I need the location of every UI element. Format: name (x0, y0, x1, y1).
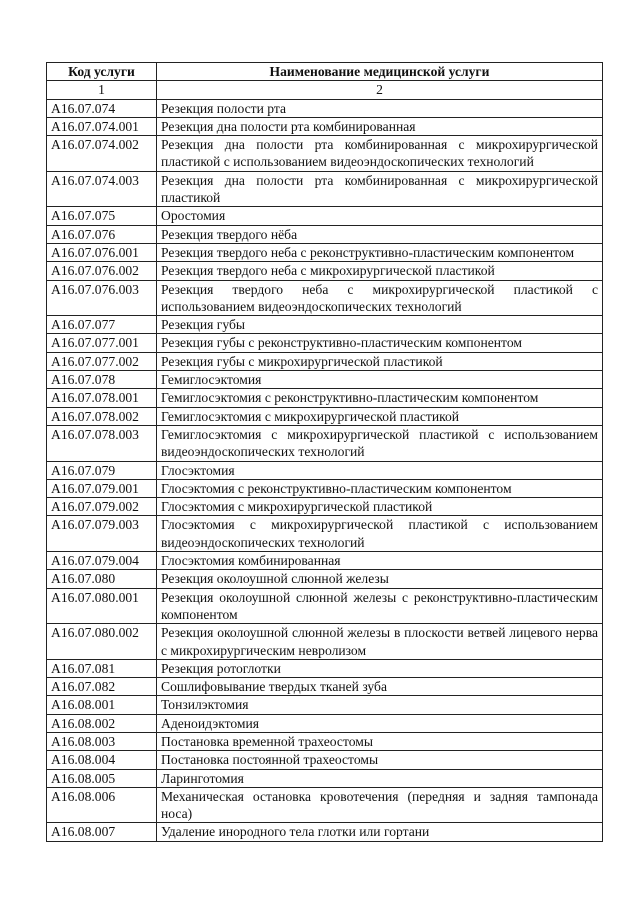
service-name: Механическая остановка кровотечения (передняя и задняя тампонада носа) (157, 787, 603, 823)
service-name: Резекция полости рта (157, 99, 603, 117)
table-row (47, 225, 603, 243)
service-name: Резекция губы (157, 316, 603, 334)
service-code: A16.07.074.002 (47, 136, 157, 172)
service-code: A16.07.082 (47, 678, 157, 696)
column-number-2: 2 (157, 81, 603, 99)
table-row (47, 552, 603, 570)
service-code: A16.07.074 (47, 99, 157, 117)
service-code: A16.08.002 (47, 714, 157, 732)
service-code: A16.08.005 (47, 769, 157, 787)
table-row (47, 696, 603, 714)
service-name: Резекция дна полости рта комбинированная с микрохирургической пластикой с использованием видеоэндоскопических технологий (157, 136, 603, 172)
table-row (47, 461, 603, 479)
service-code: A16.07.078.002 (47, 407, 157, 425)
service-code: A16.07.075 (47, 207, 157, 225)
services-table (46, 62, 603, 842)
service-name: Постановка постоянной трахеостомы (157, 751, 603, 769)
service-name: Резекция твердого неба с реконструктивно-пластическим компонентом (157, 243, 603, 261)
service-name: Ларинготомия (157, 769, 603, 787)
service-code: A16.07.076.002 (47, 262, 157, 280)
service-code: A16.07.079.002 (47, 498, 157, 516)
service-code: A16.08.004 (47, 751, 157, 769)
table-row (47, 714, 603, 732)
service-name: Резекция дна полости рта комбинированная (157, 117, 603, 135)
service-code: A16.07.074.001 (47, 117, 157, 135)
table-row (47, 389, 603, 407)
table-row (47, 136, 603, 172)
service-name: Глосэктомия с микрохирургической пластикой с использованием видеоэндоскопических технологий (157, 516, 603, 552)
service-code: A16.07.076 (47, 225, 157, 243)
table-row (47, 316, 603, 334)
column-number-1: 1 (47, 81, 157, 99)
table-row (47, 498, 603, 516)
service-name: Резекция твердого неба с микрохирургической пластикой (157, 262, 603, 280)
service-code: A16.07.079.004 (47, 552, 157, 570)
table-row (47, 479, 603, 497)
service-name: Резекция твердого нёба (157, 225, 603, 243)
service-name: Глосэктомия с реконструктивно-пластическим компонентом (157, 479, 603, 497)
table-row (47, 570, 603, 588)
service-code: A16.07.079.001 (47, 479, 157, 497)
service-code: A16.07.080.002 (47, 624, 157, 660)
service-name: Гемиглосэктомия с микрохирургической пластикой с использованием видеоэндоскопических технологий (157, 425, 603, 461)
service-code: A16.07.079.003 (47, 516, 157, 552)
service-code: A16.07.074.003 (47, 171, 157, 207)
table-row (47, 407, 603, 425)
column-number-row (47, 81, 603, 99)
table-row (47, 425, 603, 461)
service-name: Резекция твердого неба с микрохирургической пластикой с использованием видеоэндоскопических технологий (157, 280, 603, 316)
service-name: Гемиглосэктомия с реконструктивно-пластическим компонентом (157, 389, 603, 407)
header-row (47, 63, 603, 81)
service-name: Сошлифовывание твердых тканей зуба (157, 678, 603, 696)
service-name: Резекция губы с реконструктивно-пластическим компонентом (157, 334, 603, 352)
table-row (47, 99, 603, 117)
service-name: Резекция околоушной слюнной железы в плоскости ветвей лицевого нерва с микрохирургическим невролизом (157, 624, 603, 660)
service-code: A16.07.077 (47, 316, 157, 334)
table-row (47, 352, 603, 370)
table-row (47, 243, 603, 261)
table-row (47, 787, 603, 823)
service-name: Постановка временной трахеостомы (157, 732, 603, 750)
service-code: A16.08.006 (47, 787, 157, 823)
table-row (47, 334, 603, 352)
service-code: A16.07.076.003 (47, 280, 157, 316)
service-name: Гемиглосэктомия с микрохирургической пластикой (157, 407, 603, 425)
service-name: Тонзилэктомия (157, 696, 603, 714)
service-code: A16.07.081 (47, 659, 157, 677)
table-row (47, 371, 603, 389)
service-code: A16.07.076.001 (47, 243, 157, 261)
service-code: A16.08.007 (47, 823, 157, 841)
service-name: Аденоидэктомия (157, 714, 603, 732)
service-code: A16.08.001 (47, 696, 157, 714)
header-code: Код услуги (47, 63, 157, 81)
service-name: Удаление инородного тела глотки или гортани (157, 823, 603, 841)
header-name: Наименование медицинской услуги (157, 63, 603, 81)
service-name: Глосэктомия комбинированная (157, 552, 603, 570)
table-row (47, 117, 603, 135)
service-name: Оростомия (157, 207, 603, 225)
service-code: A16.07.080 (47, 570, 157, 588)
table-row (47, 823, 603, 841)
service-name: Глосэктомия с микрохирургической пластикой (157, 498, 603, 516)
table-row (47, 659, 603, 677)
service-name: Резекция губы с микрохирургической пластикой (157, 352, 603, 370)
service-name: Гемиглосэктомия (157, 371, 603, 389)
table-row (47, 280, 603, 316)
service-name: Глосэктомия (157, 461, 603, 479)
table-row (47, 171, 603, 207)
service-code: A16.07.077.001 (47, 334, 157, 352)
service-code: A16.07.078.001 (47, 389, 157, 407)
table-row (47, 732, 603, 750)
service-name: Резекция ротоглотки (157, 659, 603, 677)
service-code: A16.07.078.003 (47, 425, 157, 461)
table-row (47, 751, 603, 769)
table-row (47, 624, 603, 660)
service-code: A16.08.003 (47, 732, 157, 750)
table-row (47, 588, 603, 624)
service-name: Резекция околоушной слюнной железы с реконструктивно-пластическим компонентом (157, 588, 603, 624)
table-row (47, 769, 603, 787)
service-code: A16.07.080.001 (47, 588, 157, 624)
table-row (47, 516, 603, 552)
service-name: Резекция околоушной слюнной железы (157, 570, 603, 588)
table-row (47, 262, 603, 280)
table-row (47, 678, 603, 696)
service-code: A16.07.077.002 (47, 352, 157, 370)
service-code: A16.07.078 (47, 371, 157, 389)
service-name: Резекция дна полости рта комбинированная с микрохирургической пластикой (157, 171, 603, 207)
service-code: A16.07.079 (47, 461, 157, 479)
table-row (47, 207, 603, 225)
